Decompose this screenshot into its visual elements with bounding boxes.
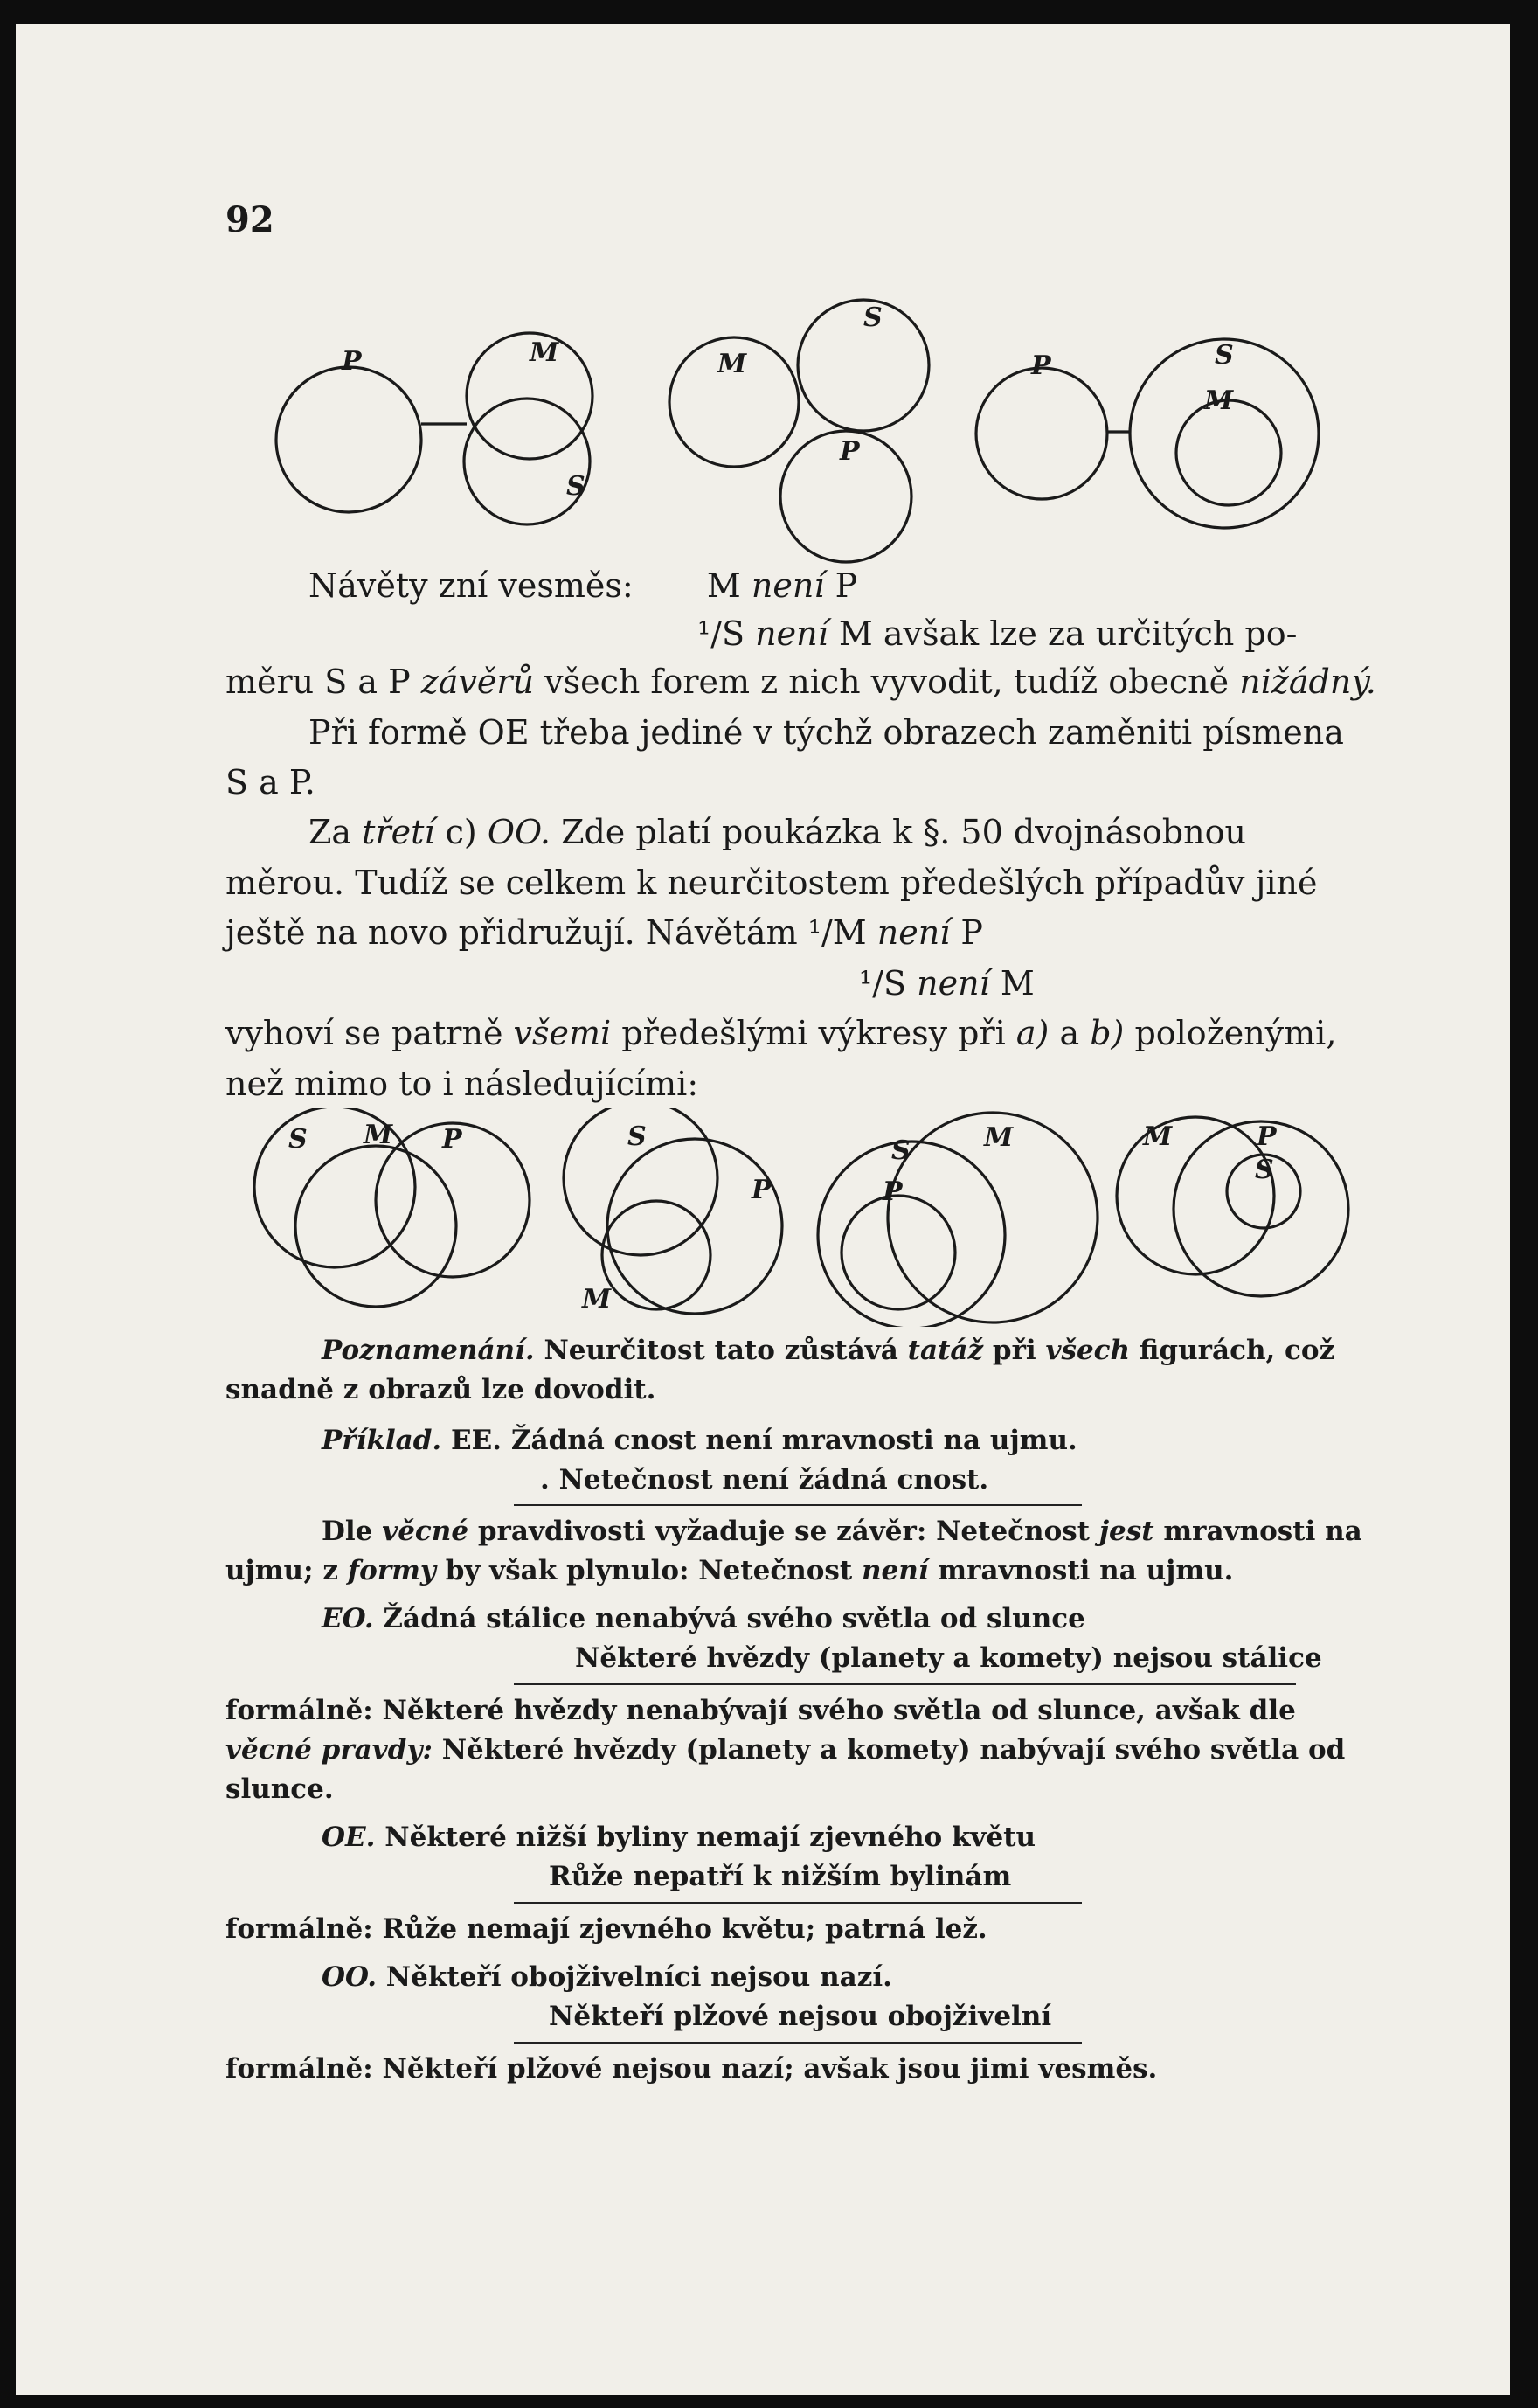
text-line: měrou. Tudíž se celkem k neurčitostem předešlých případův jiné <box>225 864 1318 902</box>
label-m: M <box>530 337 559 368</box>
eo-line: slunce. <box>225 1773 334 1805</box>
label-p: P <box>1031 350 1051 381</box>
figure-2d <box>1117 1117 1348 1296</box>
diagram-row-1 <box>16 269 1510 584</box>
oo-line: Někteří plžové nejsou obojživelní <box>549 2001 1052 2032</box>
label-s: S <box>863 302 883 333</box>
circle-m <box>1117 1117 1274 1274</box>
circle-p <box>976 368 1107 499</box>
figure-1a <box>276 333 592 524</box>
label-m: M <box>984 1122 1014 1153</box>
label-s: S <box>1255 1155 1274 1185</box>
label-m: M <box>582 1284 612 1315</box>
label-s: S <box>891 1135 911 1166</box>
circle-p <box>842 1196 955 1309</box>
syllogism-rule <box>514 1683 1296 1685</box>
circle-s <box>464 399 590 524</box>
text-line: měru S a P závěrů všech forem z nich vyvodit, tudíž obecně nižádný. <box>225 663 1376 701</box>
label-s: S <box>1215 340 1234 371</box>
circle-p <box>276 367 421 512</box>
label-m: M <box>717 349 747 379</box>
figure-2b <box>564 1108 782 1315</box>
note-line: snadně z obrazů lze dovodit. <box>225 1374 656 1405</box>
example-line: Příklad. EE. Žádná cnost není mravnosti na ujmu. <box>322 1425 1077 1456</box>
label-p: P <box>752 1175 772 1205</box>
text-line: vyhoví se patrně všemi předešlými výkresy při a) a b) položenými, <box>225 1014 1337 1052</box>
circle-m <box>602 1201 710 1309</box>
label-s: S <box>627 1121 647 1152</box>
page-number: 92 <box>225 199 274 240</box>
eo-line: formálně: Některé hvězdy nenabývají svého světla od slunce, avšak dle <box>225 1695 1296 1726</box>
oe-line: Růže nepatří k nižším bylinám <box>549 1861 1012 1892</box>
oo-line: formálně: Někteří plžové nejsou nazí; avšak jsou jimi vesměs. <box>225 2053 1158 2085</box>
text-line: S a P. <box>225 763 315 802</box>
text-line: než mimo to i následujícími: <box>225 1065 699 1103</box>
figure-2a <box>254 1108 530 1307</box>
syllogism-rule <box>514 1902 1082 1904</box>
oe-line: OE. Některé nižší byliny nemají zjevného květu <box>322 1822 1036 1853</box>
eo-line: EO. Žádná stálice nenabývá svého světla od slunce <box>322 1603 1085 1634</box>
label-s: S <box>288 1124 308 1155</box>
example-line: Dle věcné pravdivosti vyžaduje se závěr: Netečnost jest mravnosti na <box>322 1516 1362 1547</box>
circle-m <box>295 1146 456 1307</box>
example-line: ujmu; z formy by však plynulo: Netečnost není mravnosti na ujmu. <box>225 1555 1234 1586</box>
figure-1c <box>976 339 1319 528</box>
oe-line: formálně: Růže nemají zjevného květu; patrná lež. <box>225 1913 987 1945</box>
label-m: M <box>364 1120 393 1150</box>
figure-2c <box>818 1113 1098 1327</box>
text-line: ještě na novo přidružují. Návětám ¹/M není P <box>225 913 983 952</box>
oo-line: OO. Někteří obojživelníci nejsou nazí. <box>322 1961 892 1993</box>
label-m: M <box>1143 1121 1173 1152</box>
syllogism-rule <box>514 1504 1082 1506</box>
label-m: M <box>1204 385 1234 416</box>
circle-m <box>1176 400 1281 505</box>
figure-1b <box>669 300 929 562</box>
label-p: P <box>1257 1121 1277 1152</box>
text-line: ¹/S není M <box>859 964 1035 1003</box>
label-p: P <box>342 346 362 377</box>
label-p: P <box>442 1124 462 1155</box>
book-page <box>16 24 1510 2395</box>
text-line: Za třetí c) OO. Zde platí poukázka k §. 50 dvojnásobnou <box>308 813 1246 851</box>
line-premises: Návěty zní vesměs: M není P <box>308 566 858 605</box>
diagram-row-2 <box>16 1108 1510 1327</box>
circle-p <box>607 1139 782 1314</box>
label-s: S <box>566 471 585 502</box>
label-p: P <box>840 436 860 467</box>
eo-line: věcné pravdy: Některé hvězdy (planety a komety) nabývají svého světla od <box>225 1734 1346 1766</box>
line-premise-2: ¹/S není M avšak lze za určitých po- <box>697 614 1298 653</box>
note-line: Poznamenání. Neurčitost tato zůstává tatáž při všech figurách, což <box>322 1335 1335 1366</box>
syllogism-rule <box>514 2042 1082 2044</box>
example-line: . Netečnost není žádná cnost. <box>540 1464 989 1495</box>
eo-line: Některé hvězdy (planety a komety) nejsou stálice <box>575 1642 1322 1674</box>
label-p: P <box>883 1176 903 1207</box>
text-line: Při formě OE třeba jediné v týchž obrazech zaměniti písmena <box>308 713 1344 752</box>
